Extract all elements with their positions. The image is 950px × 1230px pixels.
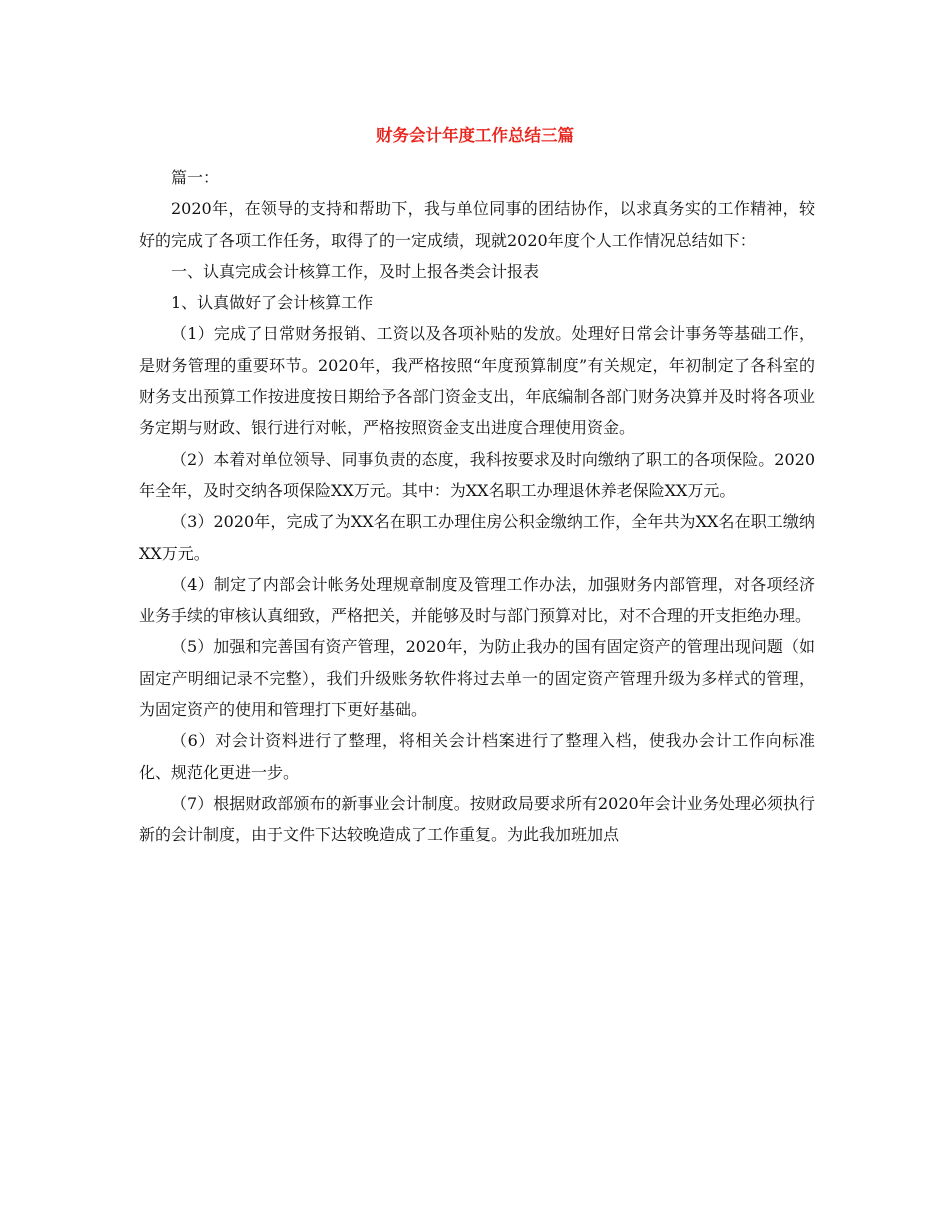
paragraph-item-2: （2）本着对单位领导、同事负责的态度，我科按要求及时向缴纳了职工的各项保险。2020年全年，及时交纳各项保险XX万元。其中：为XX名职工办理退休养老保险XX万元。 (139, 449, 815, 500)
paragraph-item-3: （3）2020年，完成了为XX名在职工办理住房公积金缴纳工作，全年共为XX名在职工缴纳XX万元。 (139, 512, 815, 563)
paragraph-subheading-1: 1、认真做好了会计核算工作 (171, 293, 374, 313)
paragraph-item-5: （5）加强和完善国有资产管理，2020年，为防止我办的国有固定资产的管理出现问题（如固定产明细记录不完整），我们升级账务软件将过去单一的固定资产管理升级为多样式的管理，为固定资产的使用和管理打下更好基础。 (139, 637, 815, 720)
paragraph-heading-1: 一、认真完成会计核算工作，及时上报各类会计报表 (171, 261, 540, 281)
paragraph-intro: 2020年，在领导的支持和帮助下，我与单位同事的团结协作，以求真务实的工作精神，较好的完成了各项工作任务，取得了的一定成绩，现就2020年度个人工作情况总结如下： (139, 199, 815, 250)
paragraph-item-6: （6）对会计资料进行了整理，将相关会计档案进行了整理入档，使我办会计工作向标准化、规范化更进一步。 (139, 731, 815, 782)
paragraph-section-heading: 篇一： (171, 168, 220, 187)
paragraph-item-4: （4）制定了内部会计帐务处理规章制度及管理工作办法，加强财务内部管理，对各项经济业务手续的审核认真细致，严格把关，并能够及时与部门预算对比，对不合理的开支拒绝办理。 (139, 574, 815, 626)
document-title: 财务会计年度工作总结三篇 (376, 126, 574, 145)
document-body (139, 162, 815, 851)
paragraph-item-7: （7）根据财政部颁布的新事业会计制度。按财政局要求所有2020年会计业务处理必须执行新的会计制度，由于文件下达较晚造成了工作重复。为此我加班加点 (139, 793, 815, 845)
paragraph-item-1: （1）完成了日常财务报销、工资以及各项补贴的发放。处理好日常会计事务等基础工作，是财务管理的重要环节。2020年，我严格按照“年度预算制度”有关规定，年初制定了各科室的财务支出预算工作按进度按日期给予各部门资金支出，年底编制各部门财务决算并及时将各项业务定期与财政、银行进行对帐，严格按照资金支出进度合理使用资金。 (139, 324, 815, 438)
